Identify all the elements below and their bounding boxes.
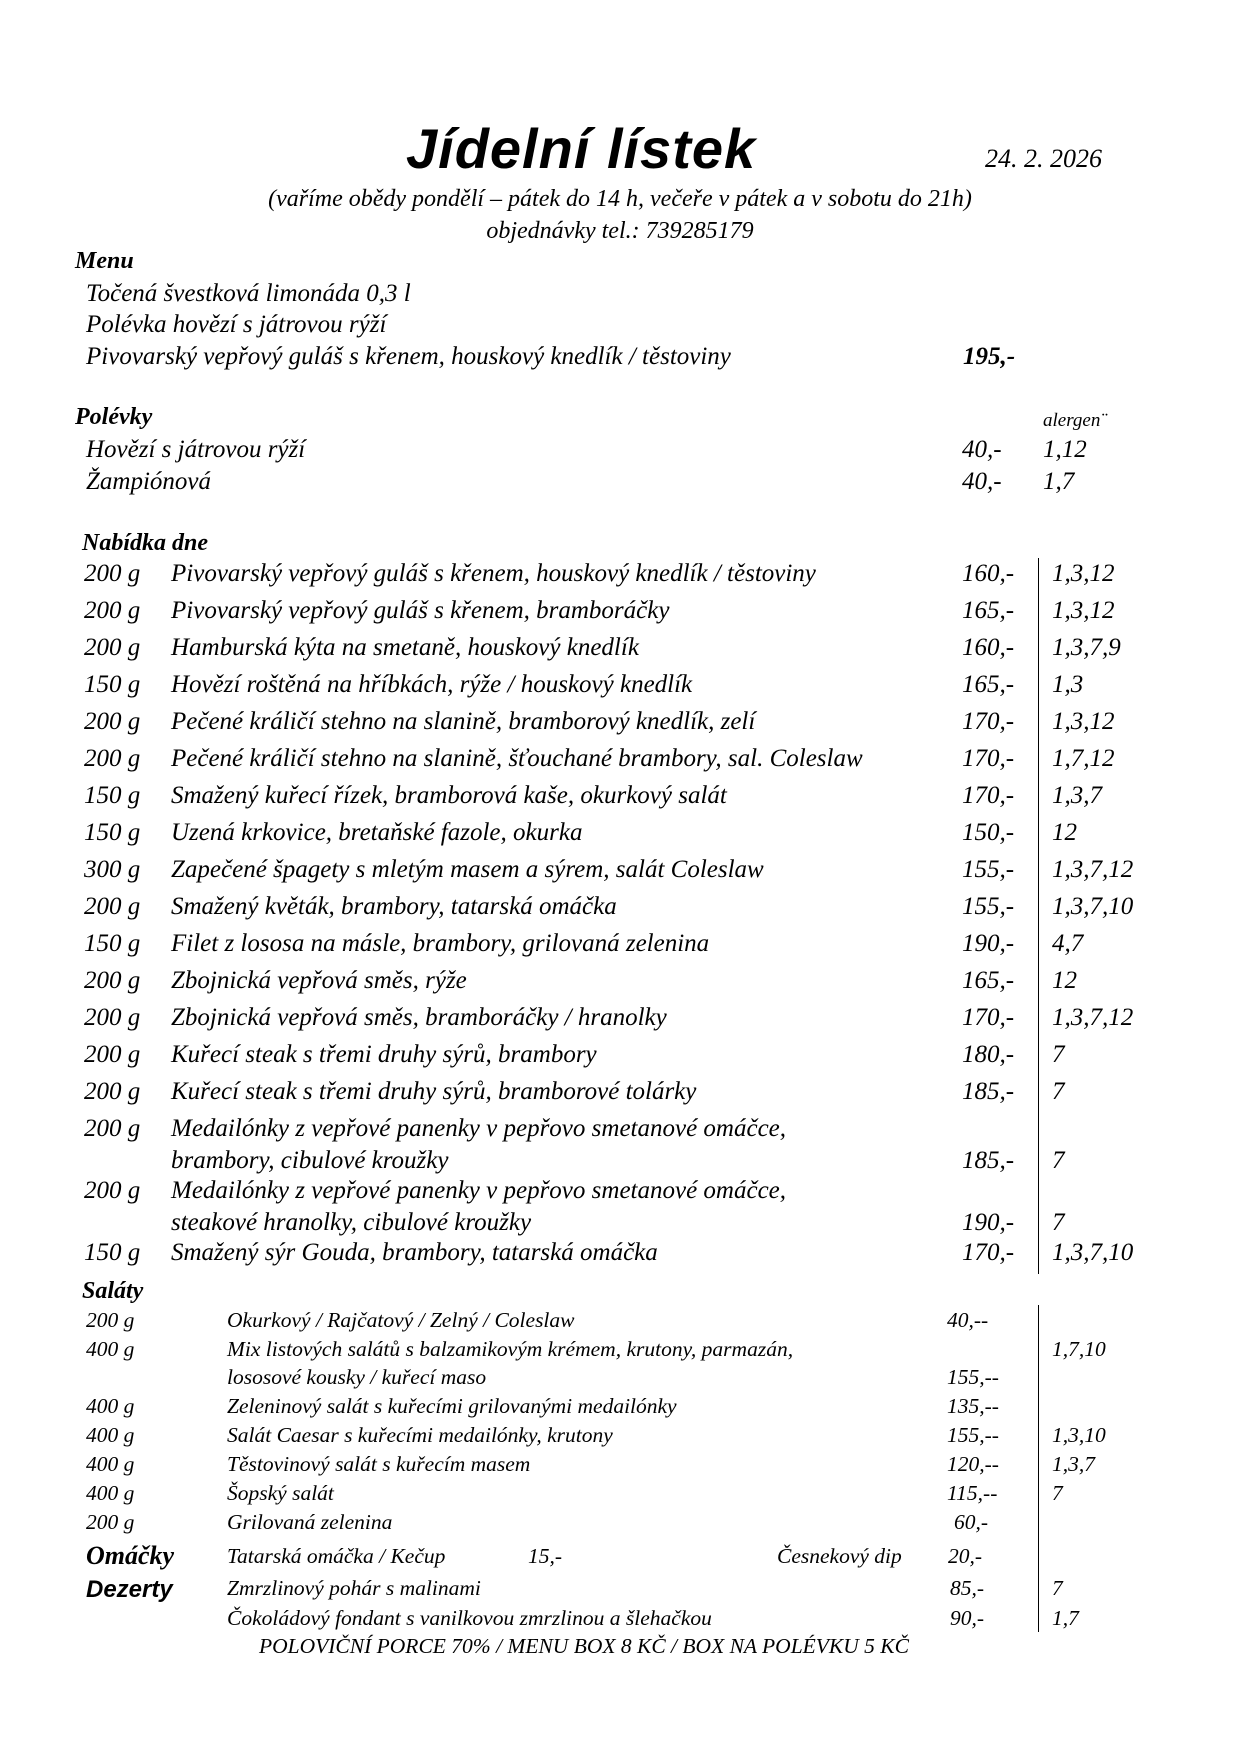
salad-price: 60,-	[954, 1510, 989, 1534]
item-allergens: 1,3,7,10	[1052, 1239, 1134, 1266]
daily-item	[0, 782, 1240, 816]
daily-item	[0, 1078, 1240, 1112]
item-weight: 200 g	[84, 1078, 141, 1105]
item-price: 170,-	[962, 782, 1015, 809]
item-allergens: 7	[1052, 1041, 1065, 1068]
item-weight: 200 g	[84, 1041, 141, 1068]
salad-allergens: 1,3,7	[1052, 1452, 1095, 1476]
item-name: Smažený kuřecí řízek, bramborová kaše, okurkový salát	[171, 782, 727, 809]
item-name: Zbojnická vepřová směs, bramboráčky / hranolky	[171, 1004, 667, 1031]
salad-weight: 400 g	[86, 1337, 135, 1361]
salad-allergens: 1,3,10	[1052, 1423, 1106, 1447]
item-weight: 150 g	[84, 930, 141, 957]
opening-hours: (vaříme obědy pondělí – pátek do 14 h, večeře v pátek a v sobotu do 21h)	[268, 186, 972, 212]
soup-allergens: 1,12	[1043, 436, 1087, 463]
daily-item	[0, 967, 1240, 1001]
item-allergens: 1,3,7	[1052, 782, 1102, 809]
salad-item	[0, 1452, 1240, 1480]
item-allergens: 4,7	[1052, 930, 1084, 957]
item-price: 190,-	[962, 1209, 1015, 1236]
salad-allergens: 1,7,10	[1052, 1337, 1106, 1361]
item-price: 190,-	[962, 930, 1015, 957]
daily-item	[0, 671, 1240, 705]
item-name: Kuřecí steak s třemi druhy sýrů, bramborové tolárky	[171, 1078, 697, 1105]
item-name: Filet z lososa na másle, brambory, grilovaná zelenina	[171, 930, 710, 957]
item-name: Zapečené špagety s mletým masem a sýrem, salát Coleslaw	[171, 856, 764, 883]
item-weight: 200 g	[84, 1115, 141, 1142]
salad-name: Okurkový / Rajčatový / Zelný / Coleslaw	[227, 1308, 575, 1332]
salad-item	[0, 1510, 1240, 1538]
item-weight: 150 g	[84, 671, 141, 698]
menu-date: 24. 2. 2026	[985, 144, 1102, 173]
daily-item	[0, 1004, 1240, 1038]
item-name: Pivovarský vepřový guláš s křenem, bramboráčky	[171, 597, 670, 624]
salad-name: Grilovaná zelenina	[227, 1510, 393, 1534]
item-price: 170,-	[962, 1239, 1015, 1266]
salad-price: 120,--	[947, 1452, 999, 1476]
daily-item	[0, 1239, 1240, 1273]
item-price: 165,-	[962, 597, 1015, 624]
item-allergens: 1,3	[1052, 671, 1084, 698]
item-allergens: 1,3,12	[1052, 597, 1115, 624]
item-weight: 200 g	[84, 634, 141, 661]
salad-item	[0, 1337, 1240, 1393]
salad-name: Zeleninový salát s kuřecími grilovanými medailónky	[227, 1394, 677, 1418]
item-price: 160,-	[962, 634, 1015, 661]
dessert-allergens: 7	[1052, 1576, 1063, 1600]
sauce-item: Česnekový dip	[777, 1544, 902, 1568]
daily-item	[0, 930, 1240, 964]
daily-item	[0, 745, 1240, 779]
menu-item: Pivovarský vepřový guláš s křenem, houskový knedlík / těstoviny	[86, 343, 731, 370]
salad-item	[0, 1308, 1240, 1336]
daily-item	[0, 819, 1240, 853]
daily-item	[0, 560, 1240, 594]
item-name: Uzená krkovice, bretaňské fazole, okurka	[171, 819, 583, 846]
item-allergens: 7	[1052, 1147, 1065, 1174]
daily-item	[0, 893, 1240, 927]
soup-price: 40,-	[962, 468, 1002, 495]
item-allergens: 7	[1052, 1078, 1065, 1105]
desserts-divider	[1038, 1570, 1039, 1632]
menu-item: Polévka hovězí s játrovou rýží	[86, 311, 387, 338]
item-name: Hovězí roštěná na hříbkách, rýže / houskový knedlík	[171, 671, 693, 698]
soup-price: 40,-	[962, 436, 1002, 463]
item-weight: 200 g	[84, 560, 141, 587]
item-price: 150,-	[962, 819, 1015, 846]
soups-heading: Polévky	[75, 404, 153, 430]
item-name: Hamburská kýta na smetaně, houskový knedlík	[171, 634, 639, 661]
item-weight: 150 g	[84, 819, 141, 846]
item-allergens: 12	[1052, 819, 1077, 846]
salad-weight: 200 g	[86, 1510, 135, 1534]
item-price: 165,-	[962, 967, 1015, 994]
salad-price: 135,--	[947, 1394, 999, 1418]
salad-name: Mix listových salátů s balzamikovým krémem, krutony, parmazán,	[227, 1337, 794, 1361]
footer-note: POLOVIČNÍ PORCE 70% / MENU BOX 8 KČ / BOX NA POLÉVKU 5 KČ	[259, 1634, 909, 1658]
soup-allergens: 1,7	[1043, 468, 1075, 495]
item-allergens: 1,3,7,12	[1052, 1004, 1134, 1031]
salad-price: 155,--	[947, 1365, 999, 1389]
salad-name-line2: lososové kousky / kuřecí maso	[227, 1365, 487, 1389]
daily-heading: Nabídka dne	[82, 530, 208, 556]
salad-price: 115,--	[947, 1481, 998, 1505]
item-price: 170,-	[962, 745, 1015, 772]
item-price: 185,-	[962, 1078, 1015, 1105]
item-weight: 200 g	[84, 597, 141, 624]
salad-item	[0, 1423, 1240, 1451]
daily-item	[0, 1177, 1240, 1243]
item-price: 170,-	[962, 708, 1015, 735]
salad-weight: 400 g	[86, 1423, 135, 1447]
item-name: Pivovarský vepřový guláš s křenem, houskový knedlík / těstoviny	[171, 560, 816, 587]
item-name: Medailónky z vepřové panenky v pepřovo smetanové omáčce,	[171, 1115, 787, 1142]
item-price: 155,-	[962, 856, 1015, 883]
salad-name: Šopský salát	[227, 1481, 334, 1505]
salad-weight: 400 g	[86, 1481, 135, 1505]
item-weight: 200 g	[84, 893, 141, 920]
order-phone: objednávky tel.: 739285179	[486, 218, 754, 244]
page-title: Jídelní lístek	[406, 117, 757, 180]
salad-item	[0, 1394, 1240, 1422]
sauce-item: Tatarská omáčka / Kečup	[227, 1544, 446, 1568]
daily-item	[0, 1041, 1240, 1075]
daily-item	[0, 597, 1240, 631]
item-price: 180,-	[962, 1041, 1015, 1068]
soup-name: Hovězí s játrovou rýží	[86, 436, 306, 463]
salad-name: Salát Caesar s kuřecími medailónky, krutony	[227, 1423, 613, 1447]
item-allergens: 7	[1052, 1209, 1065, 1236]
daily-item	[0, 856, 1240, 890]
item-weight: 150 g	[84, 782, 141, 809]
daily-item	[0, 634, 1240, 668]
salad-name: Těstovinový salát s kuřecím masem	[227, 1452, 531, 1476]
item-price: 160,-	[962, 560, 1015, 587]
desserts-heading: Dezerty	[86, 1576, 173, 1603]
item-weight: 200 g	[84, 708, 141, 735]
dessert-price: 90,-	[950, 1606, 985, 1630]
salad-weight: 400 g	[86, 1452, 135, 1476]
item-price: 155,-	[962, 893, 1015, 920]
item-price: 170,-	[962, 1004, 1015, 1031]
item-weight: 200 g	[84, 1177, 141, 1204]
sauces-heading: Omáčky	[86, 1541, 175, 1570]
dessert-name: Čokoládový fondant s vanilkovou zmrzlinou a šlehačkou	[227, 1606, 712, 1630]
sauce-price: 15,-	[528, 1544, 563, 1568]
item-weight: 200 g	[84, 967, 141, 994]
salad-weight: 400 g	[86, 1394, 135, 1418]
salad-price: 155,--	[947, 1423, 999, 1447]
menu-price: 195,-	[963, 343, 1016, 370]
dessert-price: 85,-	[950, 1576, 985, 1600]
dessert-allergens: 1,7	[1052, 1606, 1079, 1630]
daily-item	[0, 708, 1240, 742]
item-name-line2: brambory, cibulové kroužky	[171, 1147, 449, 1174]
menu-heading: Menu	[75, 248, 134, 274]
item-price: 165,-	[962, 671, 1015, 698]
item-name-line2: steakové hranolky, cibulové kroužky	[171, 1209, 532, 1236]
item-name: Pečené králičí stehno na slanině, bramborový knedlík, zelí	[171, 708, 756, 735]
allergen-label: alergen¨	[1043, 410, 1107, 431]
item-allergens: 1,3,7,12	[1052, 856, 1134, 883]
salad-weight: 200 g	[86, 1308, 135, 1332]
salad-item	[0, 1481, 1240, 1509]
sauce-price: 20,-	[948, 1544, 983, 1568]
item-allergens: 1,3,12	[1052, 560, 1115, 587]
item-weight: 200 g	[84, 745, 141, 772]
item-weight: 200 g	[84, 1004, 141, 1031]
item-name: Smažený květák, brambory, tatarská omáčka	[171, 893, 617, 920]
item-weight: 150 g	[84, 1239, 141, 1266]
item-allergens: 12	[1052, 967, 1077, 994]
item-allergens: 1,3,7,9	[1052, 634, 1121, 661]
item-allergens: 1,3,12	[1052, 708, 1115, 735]
salad-price: 40,--	[947, 1308, 989, 1332]
dessert-name: Zmrzlinový pohár s malinami	[227, 1576, 481, 1600]
item-allergens: 1,7,12	[1052, 745, 1115, 772]
daily-item	[0, 1115, 1240, 1181]
menu-item: Točená švestková limonáda 0,3 l	[86, 280, 411, 307]
item-allergens: 1,3,7,10	[1052, 893, 1134, 920]
item-weight: 300 g	[84, 856, 141, 883]
soup-name: Žampiónová	[86, 468, 211, 495]
item-name: Pečené králičí stehno na slanině, šťouchané brambory, sal. Coleslaw	[171, 745, 863, 772]
item-name: Medailónky z vepřové panenky v pepřovo smetanové omáčce,	[171, 1177, 787, 1204]
salad-allergens: 7	[1052, 1481, 1063, 1505]
item-price: 185,-	[962, 1147, 1015, 1174]
item-name: Kuřecí steak s třemi druhy sýrů, brambory	[171, 1041, 597, 1068]
item-name: Smažený sýr Gouda, brambory, tatarská omáčka	[171, 1239, 658, 1266]
salads-heading: Saláty	[82, 1278, 144, 1304]
item-name: Zbojnická vepřová směs, rýže	[171, 967, 467, 994]
